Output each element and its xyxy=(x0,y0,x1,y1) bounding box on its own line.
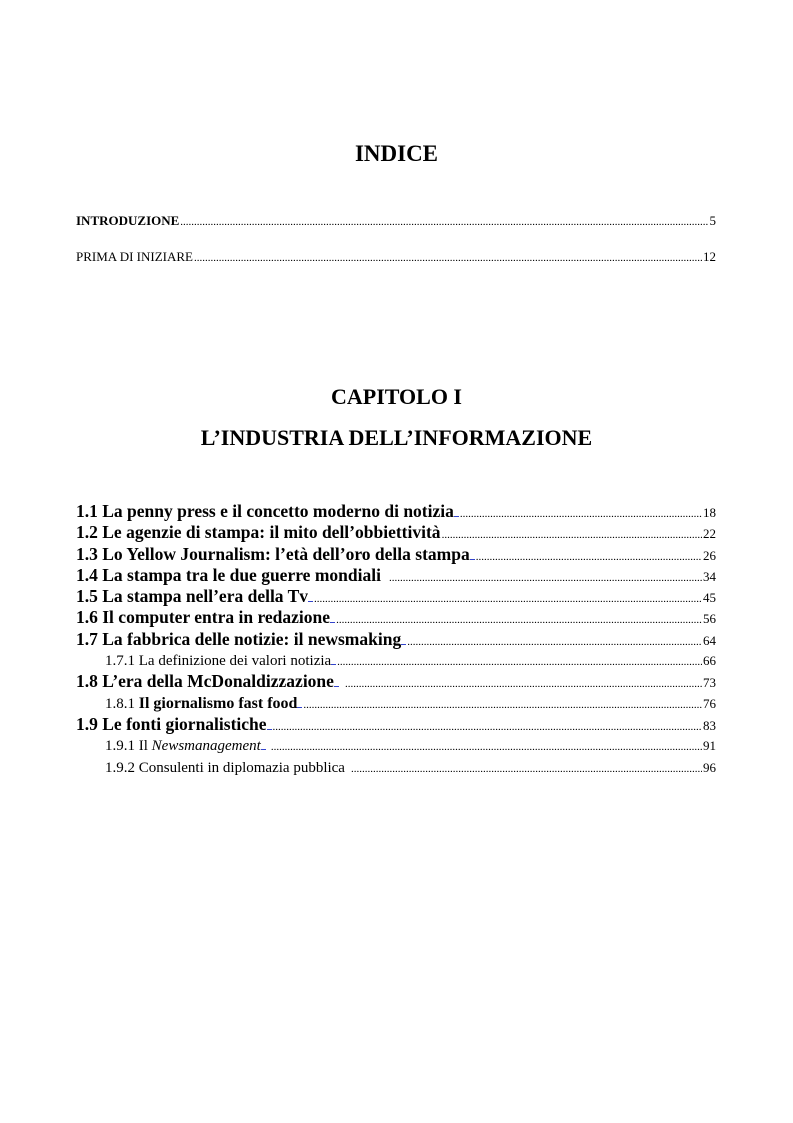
dot-leader xyxy=(442,525,702,543)
toc-entry-label: INTRODUZIONE xyxy=(76,213,180,228)
dot-leader xyxy=(303,695,702,714)
toc-entry-label: 1.9.1 Il Newsmanagement xyxy=(105,736,266,756)
link-marker xyxy=(297,695,302,708)
toc-entry-1-4[interactable] xyxy=(76,565,716,586)
link-marker xyxy=(261,737,266,750)
toc-entry-label: 1.8.1 Il giornalismo fast food xyxy=(105,693,302,714)
toc-entry-page: 91 xyxy=(703,738,716,754)
dot-leader xyxy=(351,759,702,778)
toc-entry-1-7-1[interactable] xyxy=(76,650,716,671)
link-marker xyxy=(454,502,459,517)
toc-entry-label: 1.7.1 La definizione dei valori notizia xyxy=(105,651,336,671)
link-marker xyxy=(401,630,406,645)
link-marker xyxy=(308,587,313,602)
toc-entry-label: 1.6 Il computer entra in redazione xyxy=(76,607,335,628)
toc-entry-label: 1.5 La stampa nell’era della Tv xyxy=(76,586,313,607)
toc-entry-1-8[interactable] xyxy=(76,671,716,692)
dot-leader xyxy=(271,737,702,756)
toc-entry-label: PRIMA DI INIZIARE xyxy=(76,249,193,264)
toc-entry-1-2[interactable] xyxy=(76,522,716,543)
toc-entry-label: 1.7 La fabbrica delle notizie: il newsmaking xyxy=(76,629,406,650)
toc-entry-label: 1.8 L’era della McDonaldizzazione xyxy=(76,671,339,692)
toc-entry-label: 1.1 La penny press e il concetto moderno di notizia xyxy=(76,501,459,522)
dot-leader xyxy=(314,589,702,607)
link-marker xyxy=(330,608,335,623)
link-marker xyxy=(334,672,339,687)
toc-entry-1-6[interactable] xyxy=(76,607,716,628)
toc-entry-page: 64 xyxy=(703,632,716,648)
dot-leader xyxy=(345,674,702,692)
dot-leader xyxy=(273,717,702,735)
toc-entry-page: 96 xyxy=(703,759,716,775)
toc-entry-label: 1.9.2 Consulenti in diplomazia pubblica xyxy=(105,759,345,776)
toc-entry-label: 1.4 La stampa tra le due guerre mondiali xyxy=(76,564,381,585)
dot-leader xyxy=(476,547,702,565)
link-marker xyxy=(470,545,475,560)
toc-entry-label: 1.2 Le agenzie di stampa: il mito dell’obbiettività xyxy=(76,522,441,543)
toc-entry-1-3[interactable] xyxy=(76,544,716,565)
toc-entry-page: 26 xyxy=(703,547,716,563)
toc-entry-page: 66 xyxy=(703,653,716,669)
dot-leader xyxy=(460,504,702,522)
toc-entry-page: 83 xyxy=(703,717,716,733)
toc-entry-1-9-2[interactable] xyxy=(76,757,716,778)
toc-entry-1-9-1[interactable] xyxy=(76,735,716,756)
dot-leader xyxy=(194,245,702,271)
toc-entry-prima-di-iniziare[interactable] xyxy=(76,244,716,280)
index-title: INDICE xyxy=(354,141,439,166)
link-marker xyxy=(267,715,272,730)
toc-entry-label: 1.9 Le fonti giornalistiche xyxy=(76,714,272,735)
toc-entry-page: 76 xyxy=(703,695,716,711)
dot-leader xyxy=(336,610,702,628)
toc-entry-1-5[interactable] xyxy=(76,586,716,607)
toc-entry-1-7[interactable] xyxy=(76,629,716,650)
dot-leader xyxy=(180,209,708,235)
toc-entry-page: 22 xyxy=(703,526,716,542)
chapter-toc-list xyxy=(76,501,716,778)
dot-leader xyxy=(407,632,702,650)
toc-entry-1-1[interactable] xyxy=(76,501,716,522)
toc-entry-introduzione[interactable] xyxy=(76,208,716,244)
dot-leader xyxy=(337,652,702,671)
toc-entry-page: 73 xyxy=(703,675,716,691)
link-marker xyxy=(331,652,336,665)
toc-entry-page: 45 xyxy=(703,590,716,606)
toc-entry-1-8-1[interactable] xyxy=(76,693,716,714)
toc-entry-1-9[interactable] xyxy=(76,714,716,735)
front-matter-list xyxy=(76,208,716,280)
chapter-title: L’INDUSTRIA DELL’INFORMAZIONE xyxy=(200,425,593,450)
toc-entry-page: 34 xyxy=(703,568,716,584)
chapter-number: CAPITOLO I xyxy=(330,384,462,409)
dot-leader xyxy=(389,568,702,586)
toc-entry-page: 56 xyxy=(703,611,716,627)
toc-entry-page: 12 xyxy=(703,249,716,264)
toc-entry-label: 1.3 Lo Yellow Journalism: l’età dell’oro della stampa xyxy=(76,544,475,565)
toc-entry-page: 18 xyxy=(703,505,716,520)
toc-entry-page: 5 xyxy=(709,213,716,228)
